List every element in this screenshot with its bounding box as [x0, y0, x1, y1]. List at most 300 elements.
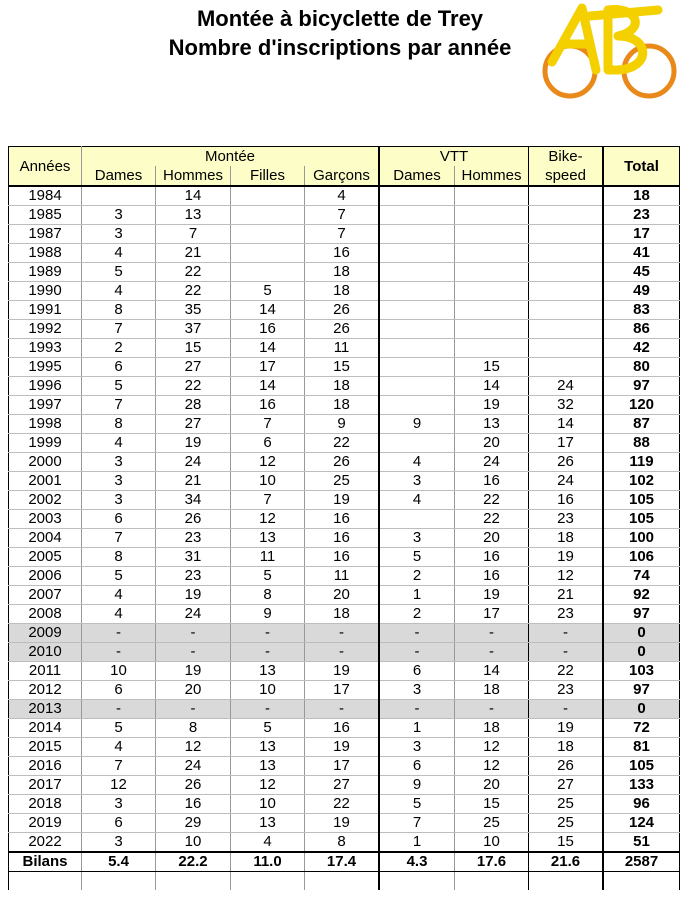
cell-total: 0: [603, 643, 680, 662]
cell-garcons: 26: [305, 453, 380, 472]
table-row: [9, 320, 680, 339]
cell-hommes: 19: [156, 434, 231, 453]
blank-cell: [156, 872, 231, 891]
cell-total: 23: [603, 206, 680, 225]
cell-vtt-dames: [379, 244, 455, 263]
cell-garcons: 16: [305, 529, 380, 548]
cell-garcons: 22: [305, 795, 380, 814]
cell-vtt-dames: 3: [379, 738, 455, 757]
cell-garcons: 7: [305, 225, 380, 244]
cell-bikespeed: 18: [529, 738, 604, 757]
cell-vtt-hommes: [455, 244, 529, 263]
table-row: [9, 358, 680, 377]
cell-total: 74: [603, 567, 680, 586]
cell-bikespeed: 26: [529, 757, 604, 776]
totals-dames: 5.4: [82, 852, 156, 872]
header-montee: Montée: [82, 147, 380, 167]
table-row: [9, 700, 680, 719]
cell-vtt-hommes: -: [455, 643, 529, 662]
table-row: [9, 567, 680, 586]
table-row: [9, 244, 680, 263]
table-row: [9, 586, 680, 605]
totals-total: 2587: [603, 852, 680, 872]
cell-hommes: 28: [156, 396, 231, 415]
cell-total: 96: [603, 795, 680, 814]
cell-vtt-hommes: 22: [455, 491, 529, 510]
header-years: Années: [9, 147, 82, 187]
cell-bikespeed: [529, 244, 604, 263]
cell-dames: -: [82, 624, 156, 643]
cell-vtt-dames: [379, 282, 455, 301]
table-row: [9, 814, 680, 833]
totals-vtt-hommes: 17.6: [455, 852, 529, 872]
table-row: [9, 415, 680, 434]
cell-vtt-dames: 1: [379, 719, 455, 738]
cell-dames: 3: [82, 795, 156, 814]
table-row: [9, 186, 680, 206]
cell-year: 1992: [9, 320, 82, 339]
cell-dames: 10: [82, 662, 156, 681]
cell-vtt-dames: 2: [379, 605, 455, 624]
cell-vtt-hommes: 18: [455, 719, 529, 738]
cell-filles: 9: [231, 605, 305, 624]
cell-filles: 7: [231, 415, 305, 434]
header-bike-line2: speed: [529, 166, 604, 186]
cell-bikespeed: 26: [529, 453, 604, 472]
cell-hommes: 14: [156, 186, 231, 206]
cell-bikespeed: [529, 263, 604, 282]
cell-total: 42: [603, 339, 680, 358]
cell-garcons: 18: [305, 396, 380, 415]
cell-vtt-hommes: 16: [455, 472, 529, 491]
cell-year: 2018: [9, 795, 82, 814]
cell-total: 88: [603, 434, 680, 453]
cell-garcons: 4: [305, 186, 380, 206]
cell-bikespeed: 24: [529, 472, 604, 491]
totals-hommes: 22.2: [156, 852, 231, 872]
header-row-1: [9, 147, 680, 167]
cell-hommes: 22: [156, 377, 231, 396]
cell-filles: [231, 263, 305, 282]
table-row: [9, 377, 680, 396]
cell-dames: 3: [82, 206, 156, 225]
cell-filles: 5: [231, 567, 305, 586]
cell-year: 1998: [9, 415, 82, 434]
cell-year: 2013: [9, 700, 82, 719]
cell-vtt-hommes: 16: [455, 548, 529, 567]
cell-total: 106: [603, 548, 680, 567]
cell-filles: 13: [231, 814, 305, 833]
cell-bikespeed: 24: [529, 377, 604, 396]
table-row: [9, 491, 680, 510]
cell-total: 105: [603, 510, 680, 529]
cell-total: 0: [603, 624, 680, 643]
cell-garcons: 16: [305, 244, 380, 263]
cell-filles: 16: [231, 396, 305, 415]
table-body: [9, 186, 680, 852]
cell-total: 133: [603, 776, 680, 795]
cell-total: 51: [603, 833, 680, 853]
cell-bikespeed: 14: [529, 415, 604, 434]
table-row: [9, 757, 680, 776]
cell-vtt-dames: -: [379, 643, 455, 662]
cell-garcons: 19: [305, 491, 380, 510]
cell-hommes: 22: [156, 282, 231, 301]
cell-total: 105: [603, 491, 680, 510]
cell-year: 2011: [9, 662, 82, 681]
cell-filles: 10: [231, 681, 305, 700]
cell-garcons: 8: [305, 833, 380, 853]
cell-bikespeed: 18: [529, 529, 604, 548]
cell-filles: 6: [231, 434, 305, 453]
cell-year: 2012: [9, 681, 82, 700]
cell-vtt-dames: 2: [379, 567, 455, 586]
cell-year: 1999: [9, 434, 82, 453]
cell-hommes: 26: [156, 776, 231, 795]
cell-hommes: 24: [156, 757, 231, 776]
cell-bikespeed: [529, 358, 604, 377]
registrations-table: [8, 146, 680, 890]
cell-garcons: 19: [305, 662, 380, 681]
cell-vtt-hommes: [455, 186, 529, 206]
cell-vtt-hommes: 12: [455, 738, 529, 757]
cell-dames: 4: [82, 282, 156, 301]
cell-year: 2002: [9, 491, 82, 510]
cell-vtt-hommes: 19: [455, 586, 529, 605]
cell-year: 2019: [9, 814, 82, 833]
cell-year: 1996: [9, 377, 82, 396]
cell-bikespeed: -: [529, 643, 604, 662]
cell-hommes: 31: [156, 548, 231, 567]
cell-bikespeed: 25: [529, 814, 604, 833]
totals-bikespeed: 21.6: [529, 852, 604, 872]
cell-hommes: 13: [156, 206, 231, 225]
table-row: [9, 225, 680, 244]
blank-row: [9, 872, 680, 891]
cell-vtt-dames: 6: [379, 757, 455, 776]
cell-hommes: 21: [156, 244, 231, 263]
cell-dames: 12: [82, 776, 156, 795]
table-row: [9, 396, 680, 415]
cell-hommes: 35: [156, 301, 231, 320]
blank-cell: [603, 872, 680, 891]
cell-dames: 6: [82, 510, 156, 529]
cell-vtt-dames: 1: [379, 833, 455, 853]
cell-vtt-dames: 7: [379, 814, 455, 833]
cell-total: 97: [603, 605, 680, 624]
cell-bikespeed: 22: [529, 662, 604, 681]
cell-bikespeed: 19: [529, 719, 604, 738]
cell-garcons: 16: [305, 719, 380, 738]
cell-vtt-hommes: 19: [455, 396, 529, 415]
cell-dames: [82, 186, 156, 206]
cell-vtt-hommes: -: [455, 624, 529, 643]
cell-hommes: 22: [156, 263, 231, 282]
cell-hommes: 16: [156, 795, 231, 814]
cell-filles: 5: [231, 282, 305, 301]
cell-garcons: 18: [305, 282, 380, 301]
table-row: [9, 206, 680, 225]
cell-filles: 13: [231, 662, 305, 681]
cell-garcons: 19: [305, 738, 380, 757]
cell-year: 2015: [9, 738, 82, 757]
cell-vtt-dames: [379, 301, 455, 320]
page-title: [140, 4, 540, 62]
cell-hommes: 27: [156, 358, 231, 377]
cell-vtt-hommes: 17: [455, 605, 529, 624]
cell-hommes: 10: [156, 833, 231, 853]
cell-garcons: 17: [305, 757, 380, 776]
table-row: [9, 719, 680, 738]
cell-filles: 7: [231, 491, 305, 510]
table-row: [9, 339, 680, 358]
cell-year: 1997: [9, 396, 82, 415]
table-row: [9, 282, 680, 301]
cell-vtt-hommes: 10: [455, 833, 529, 853]
cell-bikespeed: [529, 320, 604, 339]
cell-dames: 7: [82, 320, 156, 339]
cell-filles: 14: [231, 301, 305, 320]
cell-filles: 10: [231, 472, 305, 491]
cell-dames: 6: [82, 358, 156, 377]
cell-year: 2008: [9, 605, 82, 624]
table-row: [9, 548, 680, 567]
cell-garcons: 25: [305, 472, 380, 491]
cell-year: 1987: [9, 225, 82, 244]
cell-hommes: 7: [156, 225, 231, 244]
table-row: [9, 795, 680, 814]
blank-cell: [231, 872, 305, 891]
cell-garcons: -: [305, 624, 380, 643]
cell-year: 1993: [9, 339, 82, 358]
cell-garcons: 15: [305, 358, 380, 377]
cell-vtt-hommes: -: [455, 700, 529, 719]
cell-filles: 14: [231, 377, 305, 396]
cell-dames: 4: [82, 738, 156, 757]
cell-hommes: 23: [156, 567, 231, 586]
cell-total: 72: [603, 719, 680, 738]
cell-vtt-hommes: [455, 263, 529, 282]
cell-vtt-hommes: [455, 339, 529, 358]
cell-vtt-hommes: 24: [455, 453, 529, 472]
cell-filles: 13: [231, 529, 305, 548]
cell-filles: [231, 244, 305, 263]
cell-bikespeed: [529, 339, 604, 358]
cell-total: 0: [603, 700, 680, 719]
cell-filles: 12: [231, 453, 305, 472]
cell-year: 2017: [9, 776, 82, 795]
cell-total: 17: [603, 225, 680, 244]
header-row-2: [9, 166, 680, 186]
cell-hommes: 19: [156, 662, 231, 681]
cell-vtt-dames: 3: [379, 681, 455, 700]
cell-vtt-dames: [379, 206, 455, 225]
table-row: [9, 453, 680, 472]
cell-vtt-hommes: [455, 301, 529, 320]
cell-bikespeed: 25: [529, 795, 604, 814]
cell-vtt-dames: [379, 396, 455, 415]
cell-filles: 12: [231, 510, 305, 529]
cell-total: 41: [603, 244, 680, 263]
cell-garcons: 27: [305, 776, 380, 795]
cell-filles: -: [231, 700, 305, 719]
cell-filles: -: [231, 643, 305, 662]
header-filles: Filles: [231, 166, 305, 186]
cell-garcons: 18: [305, 263, 380, 282]
cell-dames: 5: [82, 567, 156, 586]
totals-row: [9, 852, 680, 872]
cell-total: 103: [603, 662, 680, 681]
cell-total: 45: [603, 263, 680, 282]
cell-dames: 7: [82, 529, 156, 548]
table-row: [9, 738, 680, 757]
cell-dames: 4: [82, 605, 156, 624]
cell-dames: 6: [82, 681, 156, 700]
cell-vtt-dames: [379, 320, 455, 339]
cell-vtt-dames: [379, 510, 455, 529]
cell-hommes: 12: [156, 738, 231, 757]
cell-vtt-dames: 5: [379, 548, 455, 567]
cell-dames: 3: [82, 472, 156, 491]
cell-bikespeed: 27: [529, 776, 604, 795]
blank-cell: [305, 872, 380, 891]
cell-vtt-hommes: [455, 206, 529, 225]
cell-total: 100: [603, 529, 680, 548]
table-row: [9, 529, 680, 548]
cell-vtt-dames: 3: [379, 472, 455, 491]
cell-hommes: 8: [156, 719, 231, 738]
cell-bikespeed: 16: [529, 491, 604, 510]
cell-hommes: 21: [156, 472, 231, 491]
cell-dames: -: [82, 700, 156, 719]
cell-garcons: 18: [305, 605, 380, 624]
cell-garcons: -: [305, 700, 380, 719]
cell-year: 2004: [9, 529, 82, 548]
cell-vtt-dames: [379, 339, 455, 358]
totals-label: Bilans: [9, 852, 82, 872]
table-row: [9, 643, 680, 662]
cell-vtt-hommes: 15: [455, 358, 529, 377]
cell-year: 1988: [9, 244, 82, 263]
cell-garcons: 20: [305, 586, 380, 605]
cell-vtt-dames: [379, 263, 455, 282]
cell-total: 120: [603, 396, 680, 415]
cell-total: 87: [603, 415, 680, 434]
cell-filles: 14: [231, 339, 305, 358]
cell-dames: 8: [82, 301, 156, 320]
cell-vtt-hommes: 14: [455, 662, 529, 681]
cell-hommes: -: [156, 643, 231, 662]
cell-year: 2006: [9, 567, 82, 586]
cell-bikespeed: [529, 225, 604, 244]
cell-vtt-hommes: 14: [455, 377, 529, 396]
cell-dames: -: [82, 643, 156, 662]
cell-year: 2016: [9, 757, 82, 776]
cell-vtt-hommes: [455, 282, 529, 301]
cell-hommes: 27: [156, 415, 231, 434]
cell-garcons: 22: [305, 434, 380, 453]
cell-filles: 5: [231, 719, 305, 738]
cell-vtt-hommes: 25: [455, 814, 529, 833]
header-total: Total: [603, 147, 680, 187]
cell-total: 80: [603, 358, 680, 377]
cell-year: 2007: [9, 586, 82, 605]
cell-hommes: 23: [156, 529, 231, 548]
cell-vtt-hommes: 18: [455, 681, 529, 700]
cell-filles: 16: [231, 320, 305, 339]
cell-year: 1985: [9, 206, 82, 225]
cell-bikespeed: 15: [529, 833, 604, 853]
table-row: [9, 662, 680, 681]
cell-vtt-dames: [379, 358, 455, 377]
blank-cell: [529, 872, 604, 891]
table-row: [9, 434, 680, 453]
cell-vtt-dames: 4: [379, 453, 455, 472]
cell-bikespeed: 23: [529, 510, 604, 529]
table-row: [9, 624, 680, 643]
cell-vtt-dames: 4: [379, 491, 455, 510]
header-hommes: Hommes: [156, 166, 231, 186]
cell-bikespeed: [529, 186, 604, 206]
cell-year: 2010: [9, 643, 82, 662]
cell-year: 1991: [9, 301, 82, 320]
header-dames: Dames: [82, 166, 156, 186]
cell-total: 83: [603, 301, 680, 320]
cell-bikespeed: [529, 206, 604, 225]
cell-hommes: 20: [156, 681, 231, 700]
header-vtt-dames: Dames: [379, 166, 455, 186]
cell-vtt-dames: 9: [379, 776, 455, 795]
cell-dames: 6: [82, 814, 156, 833]
cell-garcons: -: [305, 643, 380, 662]
totals-garcons: 17.4: [305, 852, 380, 872]
cell-bikespeed: 32: [529, 396, 604, 415]
cell-dames: 5: [82, 377, 156, 396]
cell-garcons: 11: [305, 567, 380, 586]
table-row: [9, 776, 680, 795]
cell-garcons: 16: [305, 510, 380, 529]
cell-vtt-dames: -: [379, 700, 455, 719]
cell-vtt-dames: 5: [379, 795, 455, 814]
cell-total: 97: [603, 681, 680, 700]
cell-vtt-dames: 9: [379, 415, 455, 434]
blank-cell: [9, 872, 82, 891]
table-row: [9, 263, 680, 282]
cell-year: 2022: [9, 833, 82, 853]
cell-hommes: 19: [156, 586, 231, 605]
cell-garcons: 7: [305, 206, 380, 225]
header-bike-line1: Bike-: [529, 147, 604, 167]
header-vtt-hommes: Hommes: [455, 166, 529, 186]
cell-year: 1995: [9, 358, 82, 377]
title-line-1: Montée à bicyclette de Trey: [196, 6, 484, 31]
cell-total: 97: [603, 377, 680, 396]
cell-total: 105: [603, 757, 680, 776]
cell-total: 81: [603, 738, 680, 757]
table-row: [9, 681, 680, 700]
cell-bikespeed: 19: [529, 548, 604, 567]
cell-vtt-dames: [379, 225, 455, 244]
cell-year: 2000: [9, 453, 82, 472]
cell-dames: 8: [82, 415, 156, 434]
cell-vtt-hommes: 12: [455, 757, 529, 776]
cell-garcons: 17: [305, 681, 380, 700]
cell-vtt-hommes: 13: [455, 415, 529, 434]
cell-vtt-hommes: 22: [455, 510, 529, 529]
blank-cell: [82, 872, 156, 891]
bicycle-logo: [538, 0, 680, 102]
cell-filles: 10: [231, 795, 305, 814]
